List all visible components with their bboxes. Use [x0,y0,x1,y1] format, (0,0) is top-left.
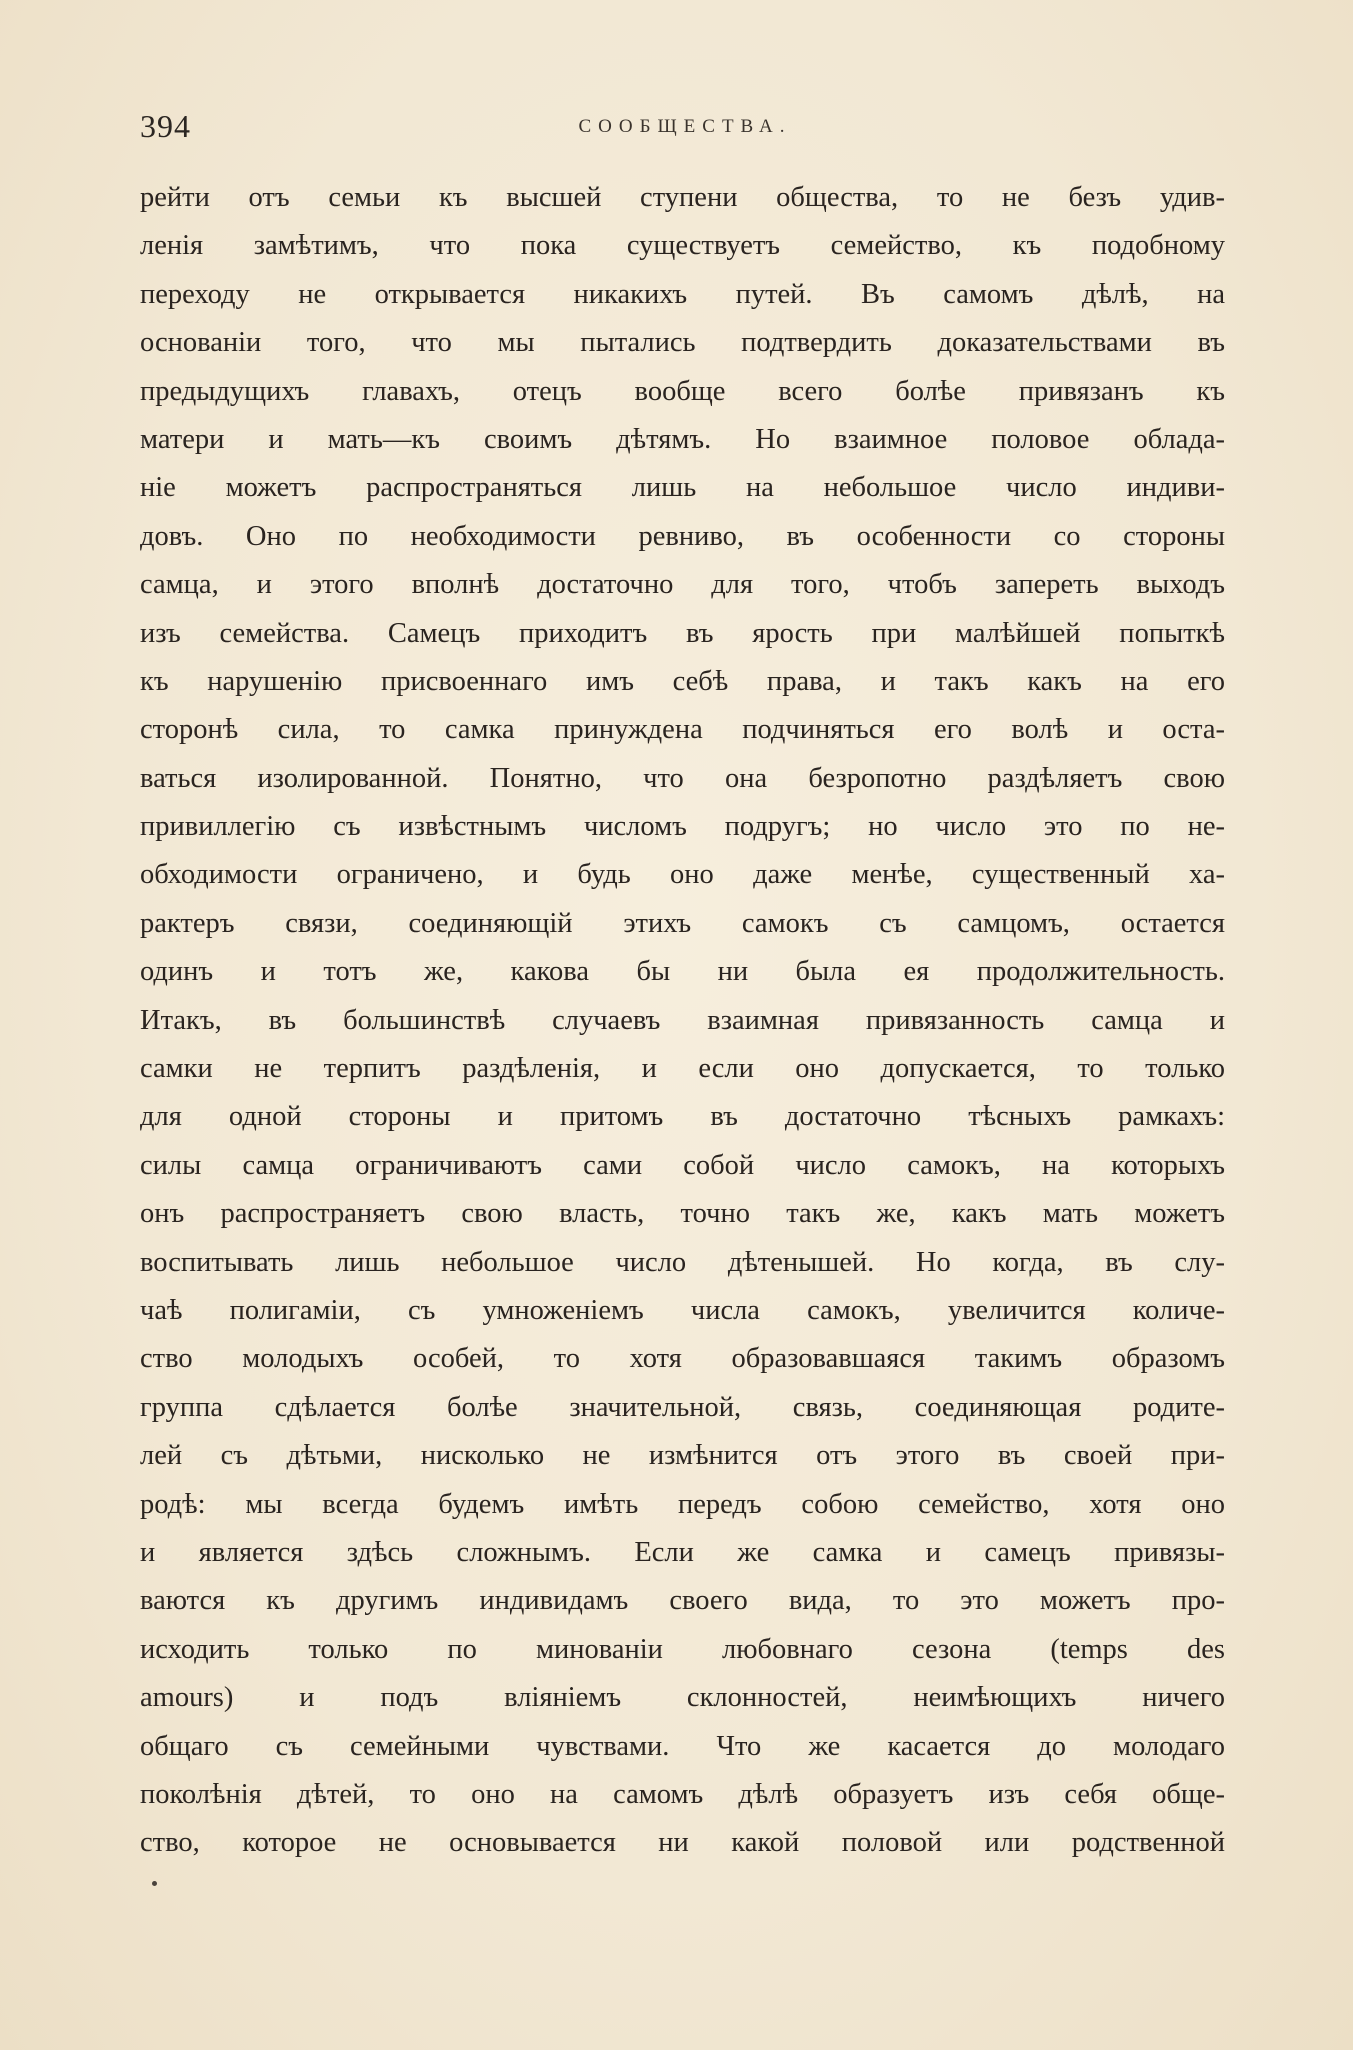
text-line: лей съ дѣтьми, нисколько не измѣнится отъ этого въ своей при- [140,1440,1225,1472]
text-line: рейти отъ семьи къ высшей ступени общества, то не безъ удив- [140,182,1225,213]
text-line: къ нарушенію присвоеннаго имъ себѣ права, и такъ какъ на его [140,665,1225,697]
text-line: Итакъ, въ большинствѣ случаевъ взаимная привязанность самца и [140,1004,1225,1036]
text-line: воспитывать лишь небольшое число дѣтенышей. Но когда, въ слу- [140,1246,1225,1278]
text-line: поколѣнія дѣтей, то оно на самомъ дѣлѣ образуетъ изъ себя обще- [140,1778,1225,1810]
running-title: СООБЩЕСТВА. [578,116,792,137]
text-line: ваются къ другимъ индивидамъ своего вида, то это можетъ про- [140,1585,1225,1617]
text-line: исходить только по минованіи любовнаго сезона (temps des [140,1633,1225,1665]
text-line: основаніи того, что мы пытались подтвердить доказательствами въ [140,327,1225,359]
text-line: родѣ: мы всегда будемъ имѣть передъ собою семейство, хотя оно [140,1488,1225,1520]
text-line: изъ семейства. Самецъ приходитъ въ ярость при малѣйшей попыткѣ [140,617,1225,649]
text-line: самца, и этого вполнѣ достаточно для того, чтобъ запереть выходъ [140,569,1225,601]
text-line: ство молодыхъ особей, то хотя образовавшаяся такимъ образомъ [140,1343,1225,1375]
text-line: переходу не открывается никакихъ путей. Въ самомъ дѣлѣ, на [140,278,1225,310]
text-line: и является здѣсь сложнымъ. Если же самка и самецъ привязы- [140,1536,1225,1568]
text-line: amours) и подъ вліяніемъ склонностей, неимѣющихъ ничего [140,1682,1225,1714]
text-line: чаѣ полигаміи, съ умноженіемъ числа самокъ, увеличится количе- [140,1294,1225,1326]
text-line: ленія замѣтимъ, что пока существуетъ семейство, къ подобному [140,230,1225,262]
text-line: одинъ и тотъ же, какова бы ни была ея продолжительность. [140,956,1225,988]
text-line: рактеръ связи, соединяющій этихъ самокъ съ самцомъ, остается [140,907,1225,939]
text-line: ніе можетъ распространяться лишь на небольшое число индиви- [140,472,1225,504]
text-line: группа сдѣлается болѣе значительной, связь, соединяющая родите- [140,1391,1225,1423]
text-line: ство, которое не основывается ни какой половой или родственной [140,1827,1225,1859]
text-line: привиллегію съ извѣстнымъ числомъ подругъ; но число это по не- [140,811,1225,843]
text-line: онъ распространяетъ свою власть, точно такъ же, какъ мать можетъ [140,1198,1225,1230]
text-line: сторонѣ сила, то самка принуждена подчиняться его волѣ и оста- [140,714,1225,746]
page-header [140,108,1230,148]
text-line: ваться изолированной. Понятно, что она безропотно раздѣляетъ свою [140,762,1225,794]
text-line: силы самца ограничиваютъ сами собой число самокъ, на которыхъ [140,1149,1225,1181]
text-line: матери и мать—къ своимъ дѣтямъ. Но взаимное половое облада- [140,423,1225,455]
text-line: для одной стороны и притомъ въ достаточно тѣсныхъ рамкахъ: [140,1101,1225,1133]
page-number: 394 [140,108,191,144]
ink-speck [152,1881,157,1886]
text-line: обходимости ограничено, и будь оно даже менѣе, существенный ха- [140,859,1225,891]
text-line: предыдущихъ главахъ, отецъ вообще всего болѣе привязанъ къ [140,375,1225,407]
body-text [140,174,1225,1868]
text-line: самки не терпитъ раздѣленія, и если оно допускается, то только [140,1053,1225,1085]
text-line: довъ. Оно по необходимости ревниво, въ особенности со стороны [140,520,1225,552]
text-line: общаго съ семейными чувствами. Что же касается до молодаго [140,1730,1225,1762]
